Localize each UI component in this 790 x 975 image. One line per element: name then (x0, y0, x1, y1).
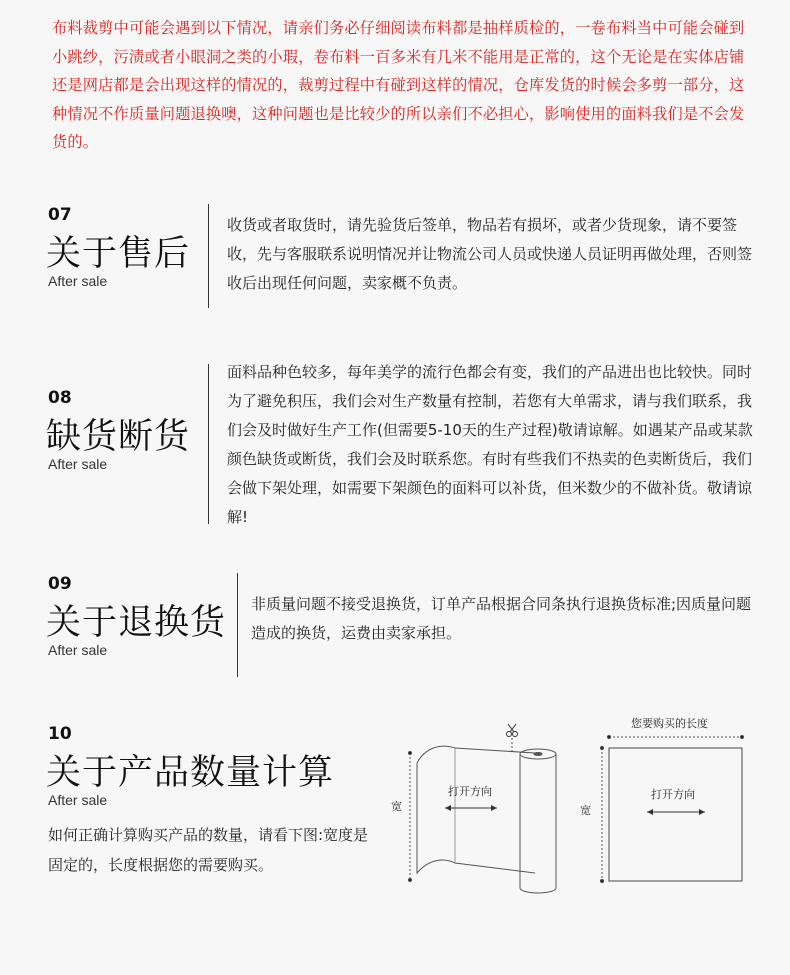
section-title: 缺货断货 (46, 417, 191, 457)
width-label: 宽 (391, 800, 402, 813)
length-label: 您要购买的长度 (631, 717, 708, 730)
divider-line (237, 573, 238, 677)
section-number: 07 (48, 205, 72, 225)
fabric-measure-diagram (385, 708, 755, 898)
section-subtitle: After sale (48, 642, 108, 658)
section-number: 09 (48, 574, 72, 594)
section-text: 收货或者取货时，请先验货后签单，物品若有损坏，或者少货现象，请不要签收，先与客服联系说明情况并让物流公司人员或快递人员证明再做处理，否则签收后出现任何问题，卖家概不负责。 (227, 216, 753, 292)
section-title: 关于退换货 (46, 603, 227, 643)
section-title: 关于产品数量计算 (46, 753, 335, 793)
fabric-sheet-illustration (600, 735, 743, 882)
section-text: 非质量问题不接受退换货，订单产品根据合同条执行退换货标准;因质量问题造成的换货，运费由卖家承担。 (251, 595, 752, 642)
section-subtitle: After sale (48, 273, 108, 289)
open-direction-label: 打开方向 (448, 785, 492, 798)
divider-line (208, 204, 209, 308)
width-label: 宽 (580, 804, 591, 817)
divider-line (208, 364, 209, 524)
open-direction-label: 打开方向 (651, 788, 695, 801)
section-subtitle: After sale (48, 792, 108, 808)
section-subtitle: After sale (48, 456, 108, 472)
section-title: 关于售后 (46, 234, 191, 274)
section-number: 08 (48, 388, 72, 408)
notice-text: 布料裁剪中可能会遇到以下情况，请亲们务必仔细阅读布料都是抽样质检的，一卷布料当中可能会碰到小跳纱，污渍或者小眼洞之类的小瑕，卷布料一百多米有几米不能用是正常的，这个无论是在实体店铺还是网店都是会出现这样的情况的，裁剪过程中有碰到这样的情况，仓库发货的时候会多剪一部分，这种情况不作质量问题退换噢，这种问题也是比较少的所以亲们不必担心，影响使用的面料我们是不会发货的。 (52, 19, 745, 152)
section-text: 如何正确计算购买产品的数量，请看下图:宽度是固定的，长度根据您的需要购买。 (48, 826, 369, 874)
section-text: 面料品种色较多，每年美学的流行色都会有变，我们的产品进出也比较快。同时为了避免积压，我们会对生产数量有控制，若您有大单需求，请与我们联系，我们会及时做好生产工作(但需要5-10天的生产过程)敬请谅解。如遇某产品或某款颜色缺货或断货，我们会及时联系您。有时有些我们不热卖的色卖断货后，我们会做下架处理，如需要下架颜色的面料可以补货，但米数少的不做补货。敬请谅解! (227, 363, 753, 526)
section-number: 10 (48, 724, 72, 744)
fabric-roll-illustration (408, 724, 556, 893)
